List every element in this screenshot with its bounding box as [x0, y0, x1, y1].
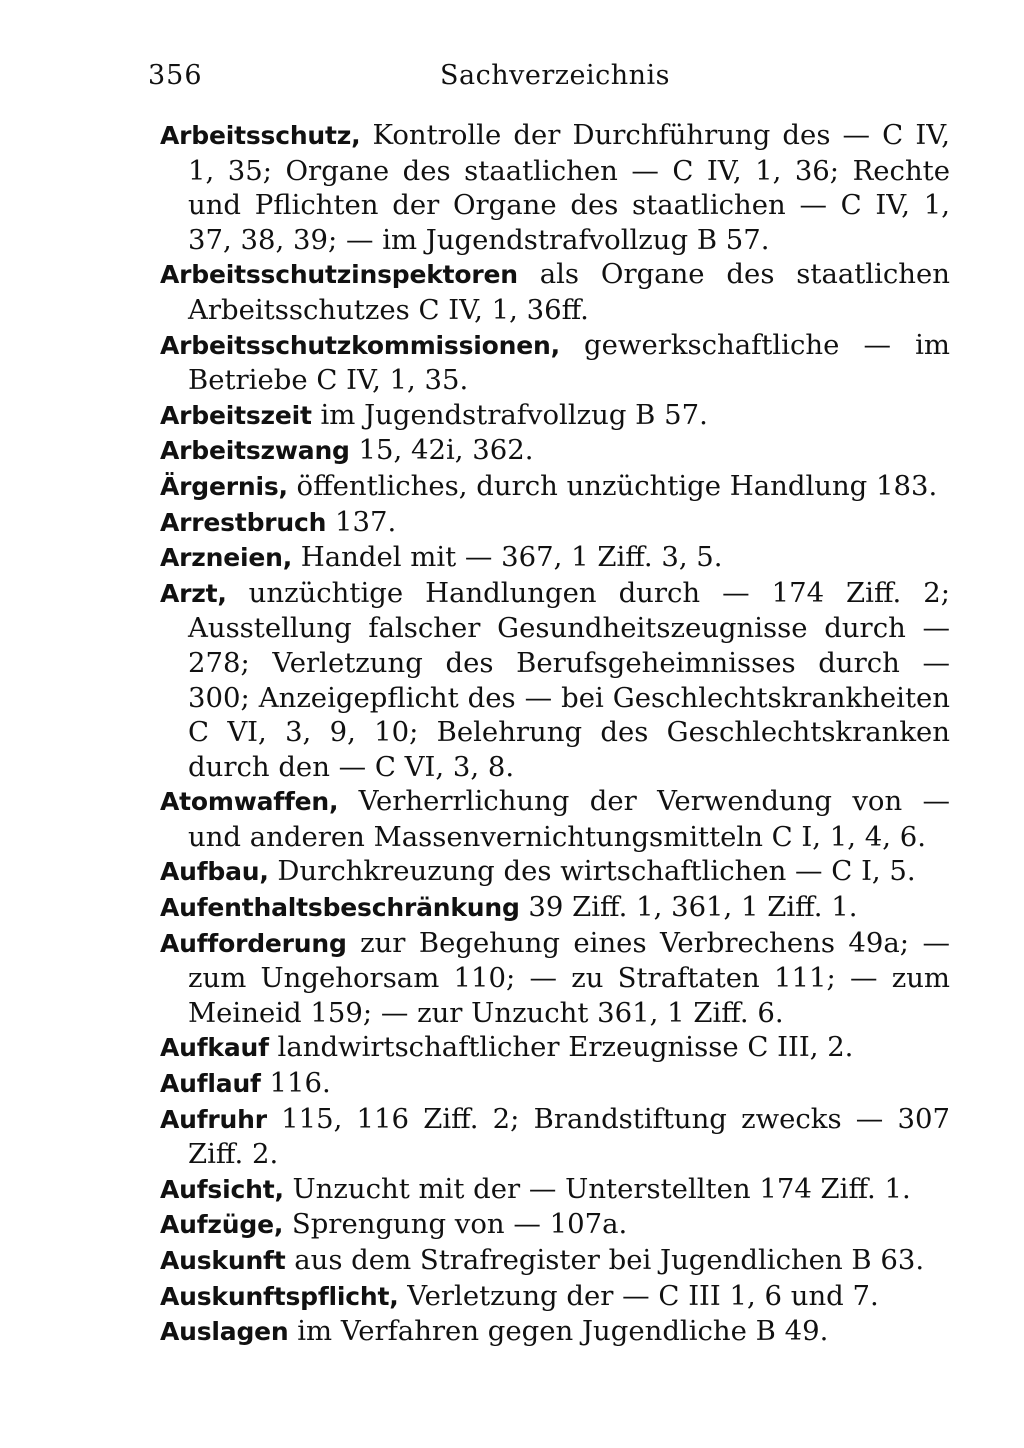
running-title: Sachverzeichnis — [440, 60, 670, 91]
index-entry-text: Handel mit — 367, 1 Ziff. 3, 5. — [292, 541, 723, 574]
index-term: Arbeitszeit — [160, 400, 312, 430]
index-term: Aufzüge, — [160, 1210, 284, 1240]
index-entry-text: im Jugendstrafvollzug B 57. — [311, 398, 708, 431]
index-entry-text: 15, 42i, 362. — [349, 434, 534, 467]
index-term: Auskunft — [160, 1246, 286, 1275]
index-term: Atomwaffen, — [160, 787, 339, 817]
index-term: Aufbau, — [160, 857, 269, 887]
index-entry-text: öffentliches, durch unzüchtige Handlung 183. — [287, 469, 938, 502]
index-entry-text: landwirtschaftlicher Erzeugnisse C III, 2. — [268, 1031, 854, 1064]
index-term: Auflauf — [160, 1069, 261, 1099]
index-term: Arzneien, — [160, 543, 293, 573]
index-entry-text: zur Begehung eines Verbrechens 49a; — zum Ungehorsam 110; — zu Straftaten 111; — zum Meineid 159; — zur Unzucht 361, 1 Ziff. 6. — [188, 926, 950, 1029]
page-number: 356 — [148, 60, 203, 91]
index-entry-arzneien — [160, 540, 950, 576]
index-term: Arzt, — [160, 578, 227, 608]
index-entry-aufzuege — [160, 1207, 950, 1243]
index-entry-aufruhr — [160, 1102, 950, 1172]
index-entry-arzt — [160, 576, 950, 785]
index-entry-text: unzüchtige Handlungen durch — 174 Ziff. 2; Ausstellung falscher Gesundheitszeugnisse durch — 278; Verletzung des Berufsgeheimnisses durch — 300; Anzeigepflicht des — bei Geschlechtskrankheiten C VI, 3, 9, 10; Belehrung des Geschlechtskranken durch den — C VI, 3, 8. — [188, 576, 950, 783]
index-entry-atomwaffen — [160, 784, 950, 854]
index-term: Aufenthaltsbeschränkung — [160, 893, 520, 923]
index-term: Arrestbruch — [160, 507, 327, 537]
index-entries — [160, 118, 950, 1350]
index-entry-text: Durchkreuzung des wirtschaftlichen — C I, 5. — [268, 855, 916, 888]
index-entry-text: 137. — [326, 505, 397, 538]
index-term: Aufruhr — [160, 1104, 267, 1134]
index-entry-text: Sprengung von — 107a. — [283, 1208, 628, 1241]
index-entry-text: 39 Ziff. 1, 361, 1 Ziff. 1. — [519, 891, 858, 924]
index-entry-text: im Verfahren gegen Jugendliche B 49. — [288, 1315, 829, 1348]
index-entry-text: 116. — [260, 1067, 331, 1100]
index-entry-text: Kontrolle der Durchführung des — C IV, 1, 35; Organe des staatlichen — C IV, 1, 36; Rechte und Pflichten der Organe des staatlichen — C IV, 1, 37, 38, 39; — im Jugendstrafvollzug B 57. — [188, 119, 950, 256]
page-header — [148, 60, 968, 100]
index-entry-auflauf — [160, 1066, 950, 1102]
index-term: Auslagen — [160, 1317, 289, 1347]
index-entry-arbeitsschutzkommissionen — [160, 328, 950, 398]
index-entry-aergernis — [160, 469, 950, 505]
index-term: Ärgernis, — [160, 471, 288, 501]
index-entry-aufsicht — [160, 1172, 950, 1208]
index-entry-text: Verletzung der — C III 1, 6 und 7. — [398, 1279, 879, 1312]
index-entry-arbeitszwang — [160, 433, 950, 469]
index-entry-arbeitsschutzinspektoren — [160, 257, 950, 327]
index-entry-aufkauf — [160, 1030, 950, 1066]
index-term: Aufforderung — [160, 928, 347, 958]
index-entry-text: Verherrlichung der Verwendung von — und anderen Massenvernichtungsmitteln C I, 1, 4, 6. — [188, 785, 950, 853]
index-term: Arbeitsschutzinspektoren — [160, 260, 518, 290]
index-entry-text: 115, 116 Ziff. 2; Brandstiftung zwecks — 307 Ziff. 2. — [188, 1102, 950, 1171]
index-term: Aufkauf — [160, 1033, 269, 1063]
index-entry-auskunftspflicht — [160, 1279, 950, 1315]
index-entry-aufenthaltsbeschraenkung — [160, 890, 950, 926]
index-entry-text: aus dem Strafregister bei Jugendlichen B 63. — [285, 1244, 925, 1276]
index-entry-auslagen — [160, 1314, 950, 1350]
index-entry-arbeitsschutz — [160, 118, 950, 257]
index-term: Arbeitszwang — [160, 436, 350, 466]
index-term: Auskunftspflicht, — [160, 1281, 399, 1311]
index-entry-arbeitszeit — [160, 398, 950, 434]
index-entry-text: gewerkschaftliche — im Betriebe C IV, 1, 35. — [188, 328, 950, 397]
index-entry-arrestbruch — [160, 505, 950, 541]
index-entry-text: Unzucht mit der — Unterstellten 174 Ziff. 1. — [283, 1172, 911, 1205]
index-entry-text: als Organe des staatlichen Arbeitsschutzes C IV, 1, 36ff. — [188, 258, 950, 326]
index-term: Aufsicht, — [160, 1174, 284, 1204]
index-entry-aufbau — [160, 854, 950, 890]
index-entry-auskunft — [160, 1243, 950, 1279]
index-term: Arbeitsschutzkommissionen, — [160, 330, 560, 360]
index-entry-aufforderung — [160, 926, 950, 1031]
index-term: Arbeitsschutz, — [160, 121, 361, 150]
